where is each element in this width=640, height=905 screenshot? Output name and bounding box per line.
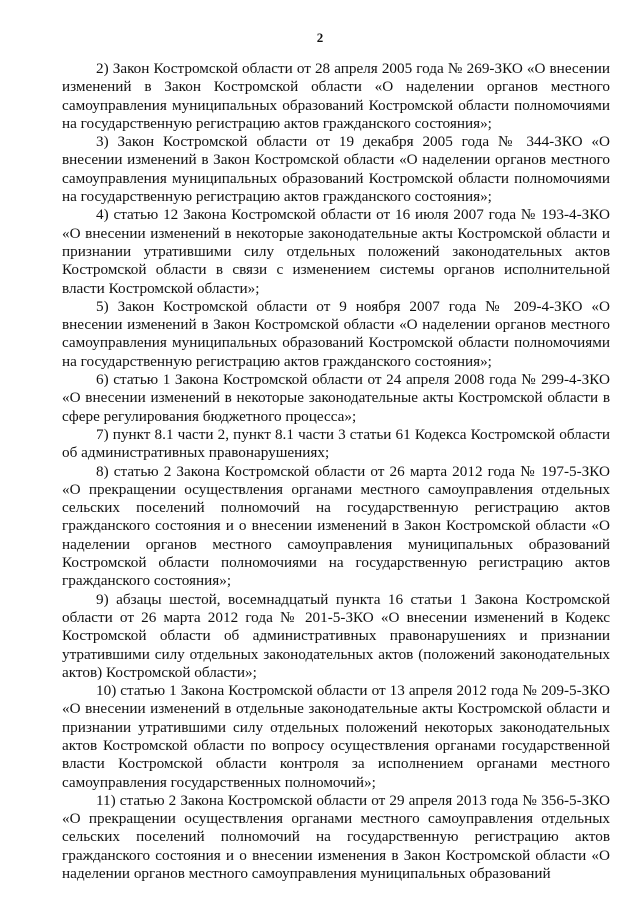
list-item: 8) статью 2 Закона Костромской области от 26 марта 2012 года № 197-5-ЗКО «О прекращении осуществления органами местного самоуправления отдельных сельских поселений полномочий на государственную регистрацию актов гражданского состояния и о внесении изменений в Закон Костромской области «О наделении органов местного самоуправления муниципальных образований Костромской области полномочиями на государственную регистрацию актов гражданского состояния»; (62, 462, 610, 590)
list-item: 4) статью 12 Закона Костромской области от 16 июля 2007 года № 193-4-ЗКО «О внесении изменений в некоторые законодательные акты Костромской области и признании утратившими силу отдельных положений законодательных актов Костромской области в связи с изменением системы органов исполнительной власти Костромской области»; (62, 206, 610, 297)
list-item: 5) Закон Костромской области от 9 ноября 2007 года № 209-4-ЗКО «О внесении изменений в Закон Костромской области «О наделении органов местного самоуправления муниципальных образований Костромской области полномочиями на государственную регистрацию актов гражданского состояния»; (62, 297, 610, 370)
document-body (62, 60, 610, 883)
list-item: 2) Закон Костромской области от 28 апреля 2005 года № 269-ЗКО «О внесении изменений в Закон Костромской области «О наделении органов местного самоуправления муниципальных образований Костромской области полномочиями на государственную регистрацию актов гражданского состояния»; (62, 60, 610, 132)
list-item: 10) статью 1 Закона Костромской области от 13 апреля 2012 года № 209-5-ЗКО «О внесении изменений в отдельные законодательные акты Костромской области и признании утратившими силу отдельных положений некоторых законодательных актов Костромской области по вопросу осуществления органами государственной власти Костромской области контроля за исполнением органами местного самоуправления государственных полномочий»; (62, 682, 610, 791)
list-item: 3) Закон Костромской области от 19 декабря 2005 года № 344-ЗКО «О внесении изменений в Закон Костромской области «О наделении органов местного самоуправления муниципальных образований Костромской области полномочиями на государственную регистрацию актов гражданского состояния»; (62, 133, 610, 206)
list-item: 9) абзацы шестой, восемнадцатый пункта 16 статьи 1 Закона Костромской области от 26 марта 2012 года № 201-5-ЗКО «О внесении изменений в Кодекс Костромской области об административных правонарушениях и признании утратившими силу отдельных законодательных актов (положений законодательных актов) Костромской области»; (62, 590, 610, 681)
list-item: 11) статью 2 Закона Костромской области от 29 апреля 2013 года № 356-5-ЗКО «О прекращении осуществления органами местного самоуправления отдельных сельских поселений полномочий на государственную регистрацию актов гражданского состояния и о внесении изменения в Закон Костромской области «О наделении органов местного самоуправления муниципальных образований (62, 791, 610, 883)
page-number: 2 (316, 30, 324, 45)
list-item: 7) пункт 8.1 части 2, пункт 8.1 части 3 статьи 61 Кодекса Костромской области об административных правонарушениях; (62, 425, 610, 462)
list-item: 6) статью 1 Закона Костромской области от 24 апреля 2008 года № 299-4-ЗКО «О внесении изменений в некоторые законодательные акты Костромской области в сфере регулирования бюджетного процесса»; (62, 371, 610, 425)
